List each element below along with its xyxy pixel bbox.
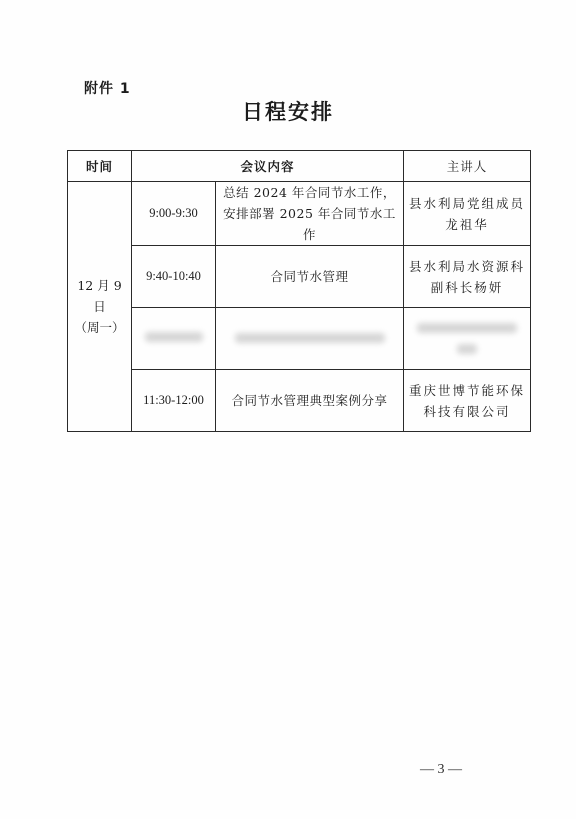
schedule-table bbox=[67, 150, 531, 432]
table-row bbox=[68, 182, 531, 246]
speaker-cell: 县水利局党组成员龙祖华 bbox=[404, 182, 531, 246]
redaction-blur bbox=[417, 323, 517, 333]
redaction-blur bbox=[235, 333, 385, 343]
content-cell: 合同节水管理 bbox=[216, 246, 404, 308]
page-number: — 3 — bbox=[420, 762, 462, 777]
table-row-redacted bbox=[68, 308, 531, 370]
redaction-blur bbox=[145, 332, 203, 342]
time-cell: 9:40-10:40 bbox=[132, 246, 216, 308]
time-cell: 11:30-12:00 bbox=[132, 370, 216, 432]
date-cell bbox=[68, 182, 132, 432]
header-speaker: 主讲人 bbox=[404, 151, 531, 182]
page-title: 日程安排 bbox=[242, 100, 334, 124]
table-row bbox=[68, 370, 531, 432]
table-row bbox=[68, 246, 531, 308]
header-time: 时间 bbox=[68, 151, 132, 182]
time-cell-redacted bbox=[132, 308, 216, 370]
speaker-cell: 县水利局水资源科副科长杨妍 bbox=[404, 246, 531, 308]
speaker-cell-redacted bbox=[404, 308, 531, 370]
date-day: 12 月 9 日 bbox=[77, 278, 122, 314]
content-cell-redacted bbox=[216, 308, 404, 370]
content-cell: 总结 2024 年合同节水工作，安排部署 2025 年合同节水工作 bbox=[216, 182, 404, 246]
table-header-row bbox=[68, 151, 531, 182]
header-content: 会议内容 bbox=[132, 151, 404, 182]
date-weekday: （周一） bbox=[74, 320, 125, 335]
content-cell: 合同节水管理典型案例分享 bbox=[216, 370, 404, 432]
time-cell: 9:00-9:30 bbox=[132, 182, 216, 246]
redaction-blur bbox=[457, 344, 477, 354]
speaker-cell: 重庆世博节能环保科技有限公司 bbox=[404, 370, 531, 432]
attachment-label: 附件 1 bbox=[84, 81, 131, 97]
